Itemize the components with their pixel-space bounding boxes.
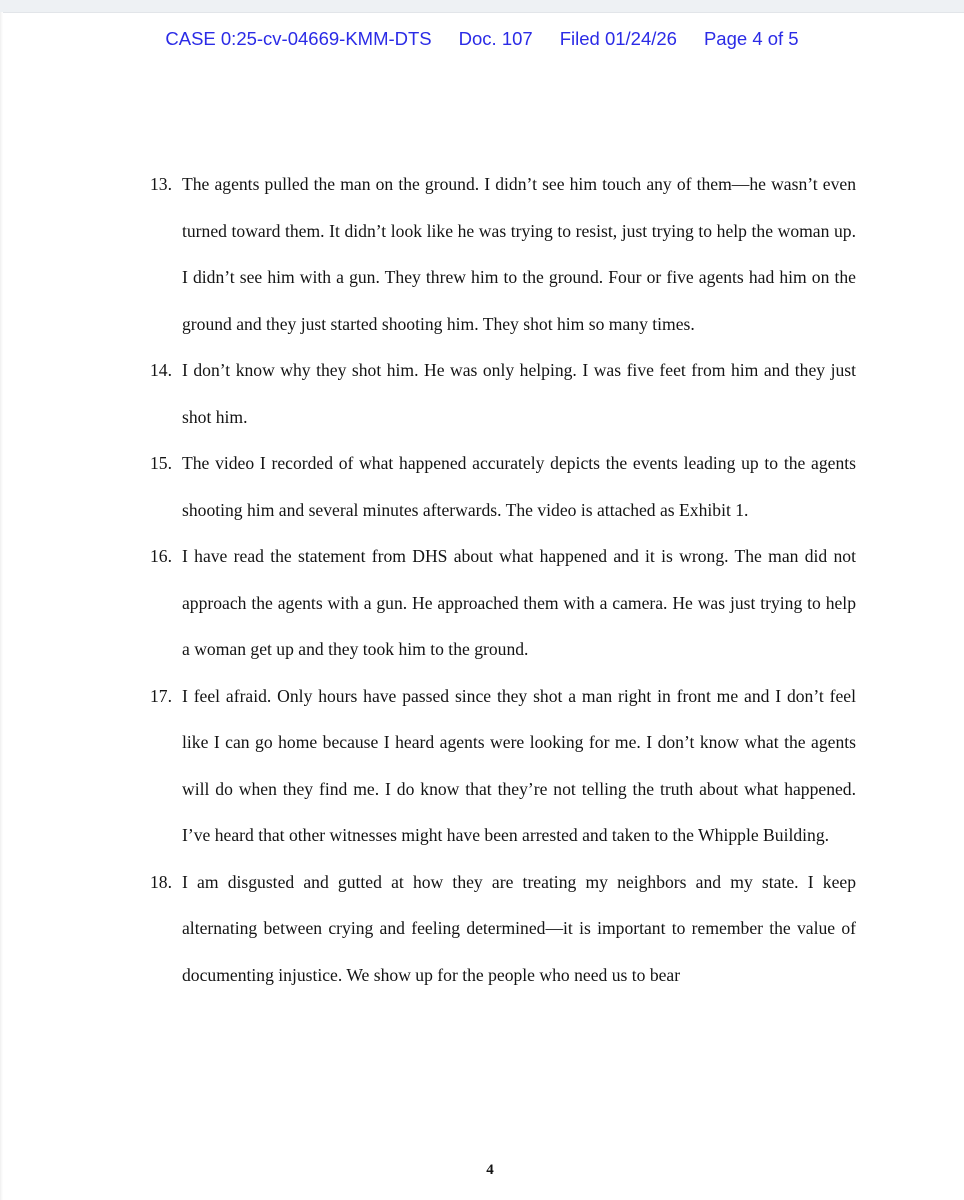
paragraph-13 bbox=[150, 161, 856, 347]
paragraph-number: 16. bbox=[150, 546, 172, 566]
filing-header bbox=[0, 28, 964, 50]
filed-date: Filed 01/24/26 bbox=[559, 28, 677, 49]
paragraph-text: I have read the statement from DHS about what happened and it is wrong. The man did not approach the agents with a gun. He approached them with a camera. He was just trying to help a woman get up and they took him to the ground. bbox=[182, 546, 856, 659]
paragraph-14 bbox=[150, 347, 856, 440]
case-number: CASE 0:25-cv-04669-KMM-DTS bbox=[165, 28, 432, 49]
paragraph-text: I am disgusted and gutted at how they are treating my neighbors and my state. I keep alternating between crying and feeling determined—it is important to remember the value of documenting injustice. We show up for the people who need us to bear bbox=[182, 871, 856, 985]
doc-number: Doc. 107 bbox=[458, 28, 533, 49]
paragraph-number: 14. bbox=[150, 360, 172, 380]
paragraph-number: 15. bbox=[150, 453, 172, 473]
paragraph-15 bbox=[150, 440, 856, 533]
paragraph-number: 13. bbox=[150, 174, 172, 194]
declaration-body bbox=[150, 161, 856, 998]
viewer-top-strip bbox=[0, 0, 964, 13]
paragraph-16 bbox=[150, 533, 856, 673]
paragraph-text: I feel afraid. Only hours have passed since they shot a man right in front me and I don’t feel like I can go home because I heard agents were looking for me. I don’t know what the agents will do when they find me. I do know that they’re not telling the truth about what happened. I’ve heard that other witnesses might have been arrested and taken to the Whipple Building. bbox=[182, 685, 856, 845]
page-count: Page 4 of 5 bbox=[703, 28, 799, 49]
paragraph-text: The video I recorded of what happened accurately depicts the events leading up to the agents shooting him and several minutes afterwards. The video is attached as Exhibit 1. bbox=[182, 453, 856, 520]
paragraph-text: I don’t know why they shot him. He was only helping. I was five feet from him and they just shot him. bbox=[182, 360, 856, 427]
paragraph-number: 17. bbox=[150, 685, 172, 706]
paragraph-number: 18. bbox=[150, 871, 172, 892]
paragraph-text: The agents pulled the man on the ground. I didn’t see him touch any of them—he wasn’t even turned toward them. It didn’t look like he was trying to resist, just trying to help the woman up. I didn’t see him with a gun. They threw him to the ground. Four or five agents had him on the ground and they just started shooting him. They shot him so many times. bbox=[182, 174, 856, 334]
paragraph-17 bbox=[150, 673, 856, 859]
paragraph-18 bbox=[150, 859, 856, 999]
left-margin-shade bbox=[0, 12, 3, 1200]
page-number: 4 bbox=[486, 1162, 494, 1178]
